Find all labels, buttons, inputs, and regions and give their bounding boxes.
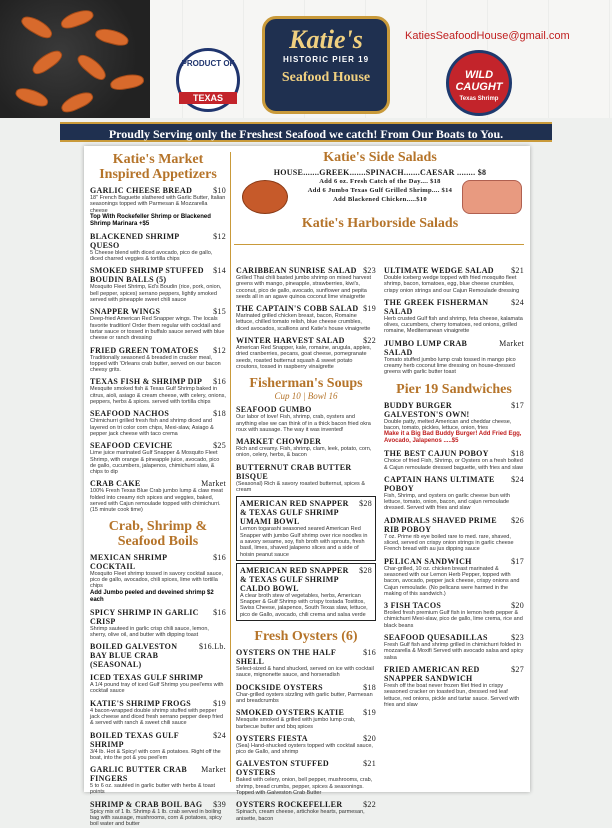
appetizers-title: Katie's Market Inspired Appetizers	[99, 152, 217, 182]
item-price: $16.Lb.	[199, 642, 226, 652]
item-description: Chimichurri grilled fresh fish and shrimp diced and layered on tri color corn chips, Mexi-slaw, Asiago & pepper jack cheese with taco crema	[90, 418, 214, 437]
header-background	[0, 0, 612, 118]
sandwiches-title: Pier 19 Sandwiches	[396, 381, 512, 397]
item-name: ICED TEXAS GULF SHRIMP	[90, 673, 204, 683]
item-name: SHRIMP & CRAB BOIL BAG	[90, 799, 203, 809]
item-price: $16	[213, 552, 226, 562]
item-upgrade: Make it a Big Bad Buddy Burger! Add Fried Egg, Avocado, Jalapenos .....$5	[384, 431, 522, 445]
item-price: $21	[363, 759, 376, 769]
item-description: Mesquite smoked & grilled with jumbo lump crab, barbecue butter and bbq spices	[236, 717, 356, 730]
item-name: BOILED TEXAS GULF SHRIMP	[90, 730, 179, 749]
item-description: (Seasonal) Rich & savory roasted butternut, spices & cream	[236, 480, 366, 494]
item-price: $16	[363, 648, 376, 658]
item-price: $24	[511, 474, 524, 484]
product-of-texas-seal: PRODUCT OF TEXAS	[176, 48, 240, 112]
menu-item-blackened-shrimp-queso	[90, 232, 226, 263]
wild-caught-seal: WILD CAUGHT Texas Shrimp	[446, 50, 512, 116]
side-salads	[236, 150, 524, 231]
harborside-title: Katie's Harborside Salads	[301, 216, 459, 231]
menu-item-seafood-ceviche	[90, 441, 226, 475]
item-description: Tomato stuffed jumbo lump crab tossed in mango pico creamy herb coconut lime dressing on house-dressed greens with garlic butter toast	[384, 356, 516, 376]
item-description: Mesquite smoked fish & Texas Gulf Shrimp baked in citrus, aioli, asiago & cream cheese, with celery, onions, peppers, herbs & spices. served with tortilla chips	[90, 386, 226, 406]
item-name: KATIE'S SHRIMP FROGS	[90, 698, 191, 708]
item-price: $15	[213, 307, 226, 317]
item-description: Rich and creamy. Fish, shrimp, clam, leek, potato, corn, onion, celery, herbs, & bacon	[236, 446, 372, 459]
item-name: WINTER HARVEST SALAD	[236, 336, 345, 346]
item-name: PELICAN SANDWICH	[384, 556, 472, 566]
item-name: SMOKED SHRIMP STUFFED BOUDIN BALLS (5)	[90, 266, 204, 285]
menu-item-market-chowder	[236, 437, 376, 459]
item-name: BUDDY BURGER GALVESTON'S OWN!	[384, 400, 470, 419]
menu-item-seafood-gumbo	[236, 405, 376, 433]
menu-item-the-best-cajun-poboy	[384, 449, 524, 471]
item-name: THE CAPTAIN'S COBB SALAD	[236, 304, 359, 314]
crab-photo	[242, 180, 288, 214]
item-name: GARLIC CHEESE BREAD	[90, 186, 193, 195]
menu-item-mexican-shrimp-cocktail	[90, 553, 226, 604]
item-description: Mosquito Fleet Shrimp, Ed's Boudin (rice, pork, onion, bell pepper, spices) serrano peppers, lightly smoked served with pineapple sweet chili sauce	[90, 284, 222, 304]
item-description: Fresh off the boat never frozen filet fried in crispy seasoned cracker on toasted bun, dressed red leaf lettuce, red onions, pickle and tartar sauce. Served with fries and slaw	[384, 682, 520, 708]
item-description: 18" French Baguette slathered with Garlic Butter, Italian seasonings topped with Parmesan & Mozzarella cheese	[90, 195, 226, 214]
item-name: SEAFOOD NACHOS	[90, 409, 170, 419]
item-price: $16	[213, 607, 226, 617]
item-addon: Top With Rockefeller Shrimp or Blackened Shrimp Marinara +$5	[90, 213, 211, 227]
item-description: Choice of fried Fish, Shrimp, or Oysters on a fresh bolted & Cajun remoulade dressed baguette, with fries and slaw	[384, 458, 524, 471]
item-description: Double patty, melted American and cheddar cheese, bacon, tomato, pickles, lettuce, onion, fries	[384, 418, 512, 431]
item-price: $27	[511, 664, 524, 674]
item-description: A 1/4 pound tray of iced Gulf Shrimp you peel'ems with cocktail sauce	[90, 682, 224, 695]
item-description: Herb crusted Gulf fish and shrimp, feta cheese, kalamata olives, cucumbers, cherry tomatoes, red onions, grilled romaine, Mediterranean vinaigrette	[384, 315, 523, 335]
crab-title: Crab, Shrimp & Seafood Boils	[108, 518, 208, 549]
item-description: Marinated grilled chicken breast, bacon, Romaine lettuce, chilled tomato relish, blue cheese crumbles, diced avocados, scallions and Katie's house vinaigrette	[236, 313, 371, 332]
menu-item-jumbo-lump-crab-salad	[384, 339, 524, 376]
soups-prices: Cup 10 | Bowl 16	[274, 391, 338, 402]
menu-item-seafood-quesadillas	[384, 633, 524, 661]
item-price: $16	[213, 377, 226, 387]
item-price: $21	[511, 266, 524, 275]
side-add-shrimp: Add 6 Jumbo Texas Gulf Grilled Shrimp.... $14	[307, 187, 453, 194]
menu-item-seafood-nachos	[90, 409, 226, 437]
side-salads-line: HOUSE.......GREEK.......SPINACH.......CAESAR ........ $8	[273, 168, 487, 177]
item-price: $26	[511, 515, 524, 525]
side-salads-title: Katie's Side Salads	[323, 150, 437, 165]
menu-item-iced-texas-gulf-shrimp	[90, 673, 226, 695]
menu-item-buddy-burger-galveston-s-own	[384, 401, 524, 446]
item-name: BUTTERNUT CRAB BUTTER BISQUE	[236, 462, 352, 481]
menu-item-admirals-shaved-prime-rib-poboy	[384, 516, 524, 553]
menu-item-galveston-stuffed-oysters	[236, 759, 376, 796]
item-name: ADMIRALS SHAVED PRIME RIB POBOY	[384, 515, 497, 534]
caldo-bowl-box: AMERICAN RED SNAPPER & TEXAS GULF SHRIMP CALDO BOWL $28 A clear broth stew of vegetables, herbs, American Snapper & Gulf Shrimp with crispy tostada Tostitos, Swiss Cheese, jalapenos, South Texas slaw, lettuce, pico de Gallo, avocado, chili crema and salsa verde	[236, 563, 376, 621]
item-price: $20	[511, 601, 524, 611]
menu-item-katie-s-shrimp-frogs	[90, 699, 226, 727]
item-name: SMOKED OYSTERS KATIE	[236, 708, 345, 718]
menu-item-winter-harvest-salad	[236, 336, 376, 370]
item-name: FRIED GREEN TOMATOES	[90, 345, 199, 355]
item-price: $19	[213, 698, 226, 708]
menu-item-oysters-rockefeller	[236, 800, 376, 822]
menu-item-the-greek-fisherman-salad	[384, 298, 524, 335]
item-price: $20	[363, 733, 376, 743]
katies-logo: Katie's HISTORIC PIER 19 Seafood House	[262, 16, 390, 114]
item-name: ULTIMATE WEDGE SALAD	[384, 266, 494, 275]
menu-item-caribbean-sunrise-salad	[236, 266, 376, 300]
item-description: Baked with celery, onion, bell pepper, mushrooms, crab, shrimp, bread crumbs, pepper, spices & seasonings. Topped with Galveston Crab Butter	[236, 777, 373, 796]
item-name: SNAPPER WINGS	[90, 307, 161, 317]
menu-item-texas-fish-shrimp-dip	[90, 377, 226, 405]
snapper-photo	[462, 180, 522, 214]
item-price: $14	[213, 266, 226, 276]
item-description: American Red Snapper, kale, romaine, arugula, apples, dried cranberries, pecans, goat cheese, pomegranate seeds, roasted butternut squash & sweet potato croutons, tossed in raspberry vinaigrette	[236, 345, 372, 370]
item-description: (Sea) Hand-shucked oysters topped with cocktail sauce, pico de Gallo, and shrimp	[236, 742, 373, 756]
item-description: Fish, Shrimp, and oysters on garlic cheese bun with lettuce, tomato, onion, bacon, and cajun remoulade dressed. Served with fries and slaw	[384, 492, 510, 512]
item-price: $17	[511, 556, 524, 566]
tagline-banner: Proudly Serving only the Freshest Seafood we catch! From Our Boats to You.	[60, 122, 552, 142]
item-description: Shrimp sauteed in garlic crisp chili sauce, lemon, sherry, olive oil, and butter with dipping toast	[90, 625, 209, 638]
item-price: $22	[363, 800, 376, 810]
right-column	[384, 262, 524, 708]
item-name: SPICY SHRIMP IN GARLIC CRISP	[90, 607, 199, 626]
middle-column	[236, 262, 376, 822]
item-description: Select-sized & hand shucked, served on ice with cocktail sauce, mignonette sauce, and horseradish	[236, 666, 374, 679]
item-price: $18	[363, 682, 376, 692]
item-name: DOCKSIDE OYSTERS	[236, 682, 323, 692]
item-name: FRIED AMERICAN RED SNAPPER SANDWICH	[384, 664, 480, 683]
item-price: $22	[363, 336, 376, 346]
menu-item-fried-american-red-snapper-sandwich	[384, 665, 524, 708]
item-name: CAPTAIN HANS ULTIMATE POBOY	[384, 474, 495, 493]
left-column	[90, 152, 226, 828]
item-name: OYSTERS FIESTA	[236, 733, 308, 743]
menu-item-garlic-butter-crab-fingers	[90, 765, 226, 796]
item-price: $19	[363, 304, 376, 314]
item-price: $18	[213, 409, 226, 419]
item-name: MARKET CHOWDER	[236, 437, 322, 447]
item-name: MEXICAN SHRIMP COCKTAIL	[90, 552, 167, 571]
menu-item-butternut-crab-butter-bisque	[236, 463, 376, 494]
menu-item-fried-green-tomatoes	[90, 346, 226, 374]
item-name: SEAFOOD QUESADILLAS	[384, 633, 488, 643]
umami-bowl-box: AMERICAN RED SNAPPER & TEXAS GULF SHRIMP UMAMI BOWL $28 Lemon togarashi seasoned seared American Red Snapper with jumbo Gulf shrimp over rice noodles in a savory sesame, soy, fish broth with sprouts, fresh basil, limes, shaved jalapeno slices and a side of hoisin peanut sauce	[236, 496, 376, 560]
item-price: $18	[511, 449, 524, 459]
item-description: Deep-fried American Red Snapper wings. The locals favorite tradition! Order them regular with cocktail and tartar sauce or tossed in buffalo sauce served with blue cheese or ranch dressing	[90, 316, 225, 342]
item-price: $12	[213, 345, 226, 355]
menu-item-smoked-shrimp-stuffed-boudin-balls-5	[90, 266, 226, 303]
item-price: $19	[363, 708, 376, 718]
item-price: $10	[213, 186, 226, 195]
item-name: TEXAS FISH & SHRIMP DIP	[90, 377, 203, 387]
item-price: $17	[511, 400, 524, 410]
menu-item-3-fish-tacos	[384, 601, 524, 629]
item-price: $12	[213, 231, 226, 241]
shrimp-photo	[0, 0, 150, 118]
item-price: $23	[511, 633, 524, 643]
item-description: Spicy mix of 1 lb. Shrimp & 1 lb. crab served in boiling bag with sausage, mushrooms, corn & potatoes, spicy boil water and butter	[90, 808, 222, 828]
item-name: CRAB CAKE	[90, 479, 141, 489]
menu-item-snapper-wings	[90, 307, 226, 341]
item-name: SEAFOOD CEVICHE	[90, 441, 173, 451]
item-name: SEAFOOD GUMBO	[236, 405, 312, 415]
item-price: $24	[213, 730, 226, 740]
menu-paper	[84, 146, 530, 828]
menu-item-boiled-texas-gulf-shrimp	[90, 731, 226, 762]
item-price: Market	[499, 338, 524, 348]
menu-item-smoked-oysters-katie	[236, 708, 376, 730]
item-description: 5 Cheese blend with diced avocado, pico de gallo, diced charred veggies & tortilla chips	[90, 249, 213, 263]
menu-item-boiled-galveston-bay-blue-crab-seasonal	[90, 642, 226, 669]
item-description: 3/4 lb. Hot & Spicy! with corn & potatoes. Right off the boat, into the pot & you peel'em	[90, 748, 221, 761]
item-description: Lime juice marinated Gulf Snapper & Mosquito Fleet Shrimp, with orange & pineapple juice, avocado, pico de gallo, cucumbers, jalapenos, chimichurri slaw, & chips to dip	[90, 450, 220, 476]
item-description: Fresh Gulf fish and shrimp grilled in chimichurri folded in mozzarella & Moxifi Served with avocado salsa and spicy salsa	[384, 642, 524, 661]
menu-item-oysters-on-the-half-shell	[236, 648, 376, 679]
menu-item-ultimate-wedge-salad	[384, 266, 524, 294]
item-name: GALVESTON STUFFED OYSTERS	[236, 759, 329, 778]
item-description: Mosquito Fleet shrimp tossed in savory cocktail sauce, pico de gallo, avocados, chili spices, lime with tortilla chips	[90, 570, 223, 590]
item-description: 4 bacon-wrapped double shrimp stuffed with pepper jack cheese and diced fresh serrano pepper deep fried & served with ranch & sweet chili sauce	[90, 707, 224, 727]
item-addon: Add Jumbo peeled and deveined shrimp $2 each	[90, 589, 214, 603]
item-description: Spinach, cream cheese, artichoke hearts, parmesan, anisette, bacon	[236, 809, 365, 822]
item-price: Market	[201, 479, 226, 489]
item-description: Double iceberg wedge topped with fried mosquito fleet shrimp, bacon, tomatoes, egg, blue cheese crumbles, crispy onion strings and our Cajun Remoulade dressing	[384, 275, 520, 294]
menu-item-dockside-oysters	[236, 683, 376, 705]
item-description: 5 to 6 oz. sautéed in garlic butter with herbs & toast points	[90, 783, 216, 796]
item-description: Traditionally seasoned & breaded in cracker meal, topped with 'Orleans crab butter, served on our bacon cheesy grits.	[90, 354, 221, 374]
menu-item-crab-cake	[90, 479, 226, 513]
item-name: BLACKENED SHRIMP QUESO	[90, 231, 180, 250]
item-name: GARLIC BUTTER CRAB FINGERS	[90, 765, 187, 784]
item-name: BOILED GALVESTON BAY BLUE CRAB (SEASONAL)	[90, 642, 178, 670]
item-price: $25	[213, 441, 226, 451]
item-price: $24	[511, 297, 524, 307]
menu-item-pelican-sandwich	[384, 557, 524, 597]
menu-item-shrimp-crab-boil-bag	[90, 800, 226, 828]
item-price: Market	[201, 765, 226, 775]
item-description: Char-grilled, 10 oz. chicken breast marinated & seasoned with our Lemon Herb Pepper, topped with bacon, avocado, pepper jack cheese, crispy onions and Cajun remoulade. (No pelicans were harmed in the making of this sandwich.)	[384, 565, 520, 597]
menu-item-garlic-cheese-bread	[90, 186, 226, 228]
soups-title: Fisherman's Soups	[249, 376, 363, 392]
item-name: THE GREEK FISHERMAN SALAD	[384, 297, 489, 316]
item-description: Broiled fresh premium Gulf fish in lemon herb pepper & chimichurri Mexi-slaw, pico de gallo, lime crema, rice and black beans	[384, 610, 523, 629]
item-name: THE BEST CAJUN POBOY	[384, 449, 489, 459]
item-name: CARIBBEAN SUNRISE SALAD	[236, 266, 357, 275]
menu-item-the-captain-s-cobb-salad	[236, 304, 376, 332]
email-address[interactable]: KatiesSeafoodHouse@gmail.com	[405, 30, 570, 42]
item-name: OYSTERS ROCKEFELLER	[236, 800, 343, 810]
side-add-chicken: Add Blackened Chicken.....$10	[333, 196, 427, 203]
item-name: JUMBO LUMP CRAB SALAD	[384, 338, 468, 357]
item-description: Grilled Thai chili basted jumbo shrimp on mixed harvest greens with mango, pineapple, strawberries, kiwi's, coconut, pico de gallo, avocado, sunflower and pepita seeds all in an agave quinoa coconut lime vinaigrette	[236, 275, 372, 300]
item-price: $23	[363, 266, 376, 275]
side-add-catch: Add 6 oz. Fresh Catch of the Day.... $18	[319, 178, 441, 185]
item-name: OYSTERS ON THE HALF SHELL	[236, 648, 336, 667]
item-name: 3 FISH TACOS	[384, 601, 442, 611]
oysters-title: Fresh Oysters (6)	[254, 629, 358, 645]
item-price: $39	[213, 799, 226, 809]
item-description: 7 oz. Prime rib eye boiled rare to med. rare, shaved, sliced, served on crispy onion strings in garlic cheese French bread with au jus dipping sauce	[384, 533, 514, 553]
item-description: Char-grilled oysters sizzling with garlic butter, Parmesan and breadcrumbs	[236, 691, 373, 704]
item-description: 100% Fresh Texas Blue Crab jumbo lump & claw meat folded into creamy rich spices and veggies, baked, served with Cajun remoulade topped with chimichurri. (15 minute cook time)	[90, 488, 223, 514]
menu-item-oysters-fiesta	[236, 734, 376, 756]
item-description: Our labor of love! Fish, shrimp, crab, oysters and anything else we can think of in a thick bacon fried okra roux with sausage. The way it was invented!	[236, 414, 371, 433]
menu-item-captain-hans-ultimate-poboy	[384, 475, 524, 512]
menu-item-spicy-shrimp-in-garlic-crisp	[90, 608, 226, 639]
